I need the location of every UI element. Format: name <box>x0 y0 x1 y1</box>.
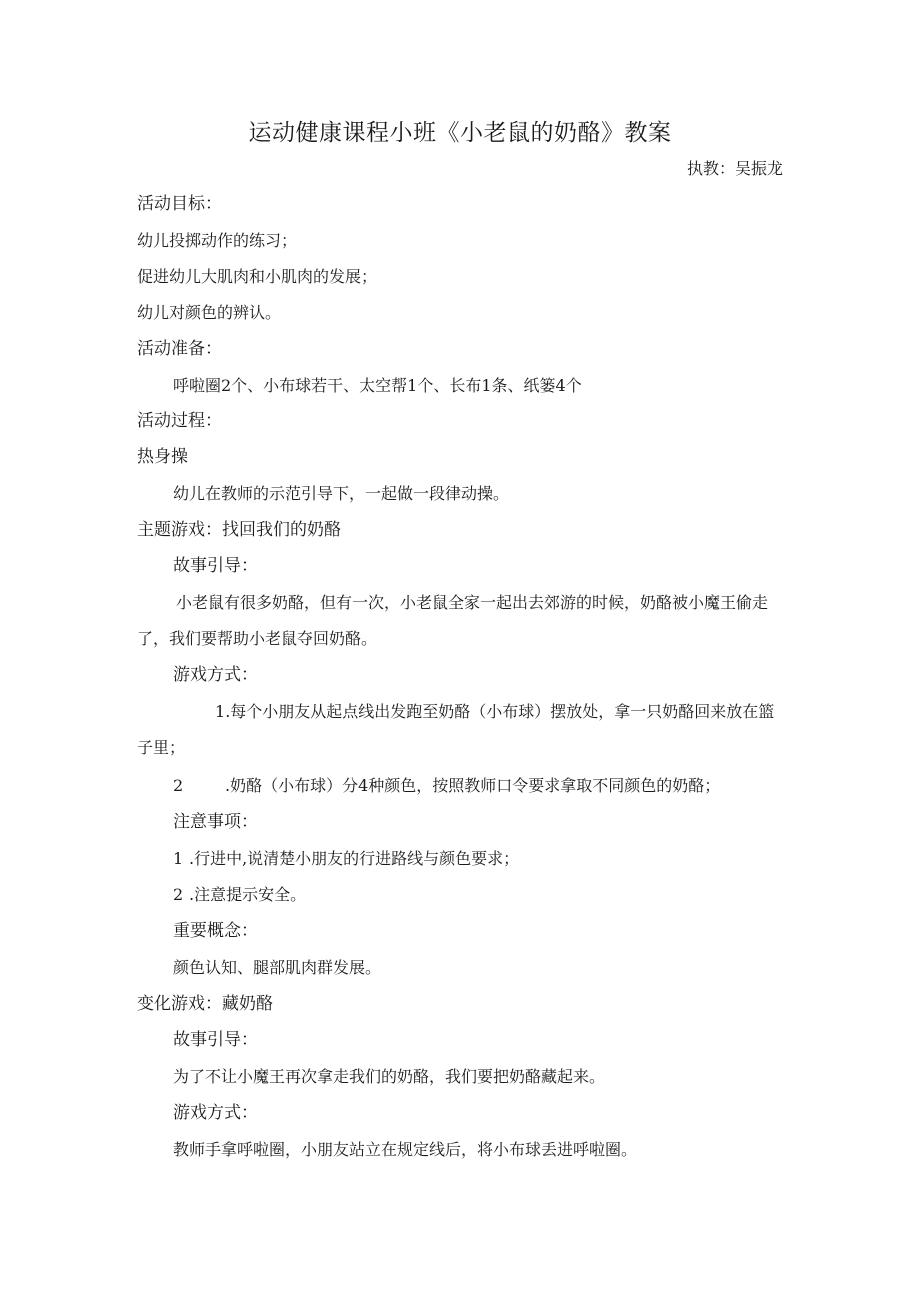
goal-item: 促进幼儿大肌肉和小肌肉的发展； <box>137 267 378 286</box>
method-item-text: .每个小朋友从起点线出发跑至奶酪（小布球）摆放处，拿一只奶酪回来放在篮子里； <box>137 702 775 757</box>
note-item-1 <box>173 848 519 870</box>
method-item-number: 1 <box>215 702 226 721</box>
note-item-number: 2 <box>173 885 184 904</box>
story-heading: 故事引导： <box>173 1030 258 1050</box>
page-title: 运动健康课程小班《小老鼠的奶酪》教案 <box>248 120 672 146</box>
method-item-text: .奶酪（小布球）分4种颜色，按照教师口令要求拿取不同颜色的奶酪； <box>225 776 721 795</box>
prep-heading: 活动准备： <box>137 339 222 359</box>
note-item-2 <box>173 884 306 906</box>
process-heading: 活动过程： <box>137 411 222 431</box>
goal-item: 幼儿投掷动作的练习； <box>137 231 298 250</box>
note-item-text: .行进中,说清楚小朋友的行进路线与颜色要求； <box>189 849 520 868</box>
goal-item: 幼儿对颜色的辨认。 <box>137 303 282 322</box>
variant-game-heading: 变化游戏：藏奶酪 <box>137 994 273 1014</box>
method-item-2 <box>173 775 720 797</box>
note-item-text: .注意提示安全。 <box>189 885 307 904</box>
method-item-number: 2 <box>173 776 184 795</box>
story-paragraph: 小老鼠有很多奶酪，但有一次，小老鼠全家一起出去郊游的时候，奶酪被小魔王偷走了，我们要帮助小老鼠夺回奶酪。 <box>137 593 769 648</box>
author-line: 执教：吴振龙 <box>686 159 783 178</box>
method-text: 教师手拿呼啦圈，小朋友站立在规定线后，将小布球丢进呼啦圈。 <box>173 1140 638 1159</box>
warmup-text: 幼儿在教师的示范引导下，一起做一段律动操。 <box>173 484 510 503</box>
goals-heading: 活动目标： <box>137 194 222 214</box>
method-heading: 游戏方式： <box>173 665 258 685</box>
main-game-heading: 主题游戏：找回我们的奶酪 <box>137 520 341 540</box>
story-text: 为了不让小魔王再次拿走我们的奶酪，我们要把奶酪藏起来。 <box>173 1067 606 1086</box>
method-heading: 游戏方式： <box>173 1103 258 1123</box>
story-heading: 故事引导： <box>173 556 258 576</box>
concept-text: 颜色认知、腿部肌肉群发展。 <box>173 958 382 977</box>
method-item-1 <box>137 694 787 766</box>
concept-heading: 重要概念： <box>173 921 258 941</box>
notes-heading: 注意事项： <box>173 812 258 832</box>
prep-text: 呼啦圈2个、小布球若干、太空帮1个、长布1条、纸篓4个 <box>173 376 582 395</box>
note-item-number: 1 <box>173 849 184 868</box>
warmup-heading: 热身操 <box>137 447 188 467</box>
